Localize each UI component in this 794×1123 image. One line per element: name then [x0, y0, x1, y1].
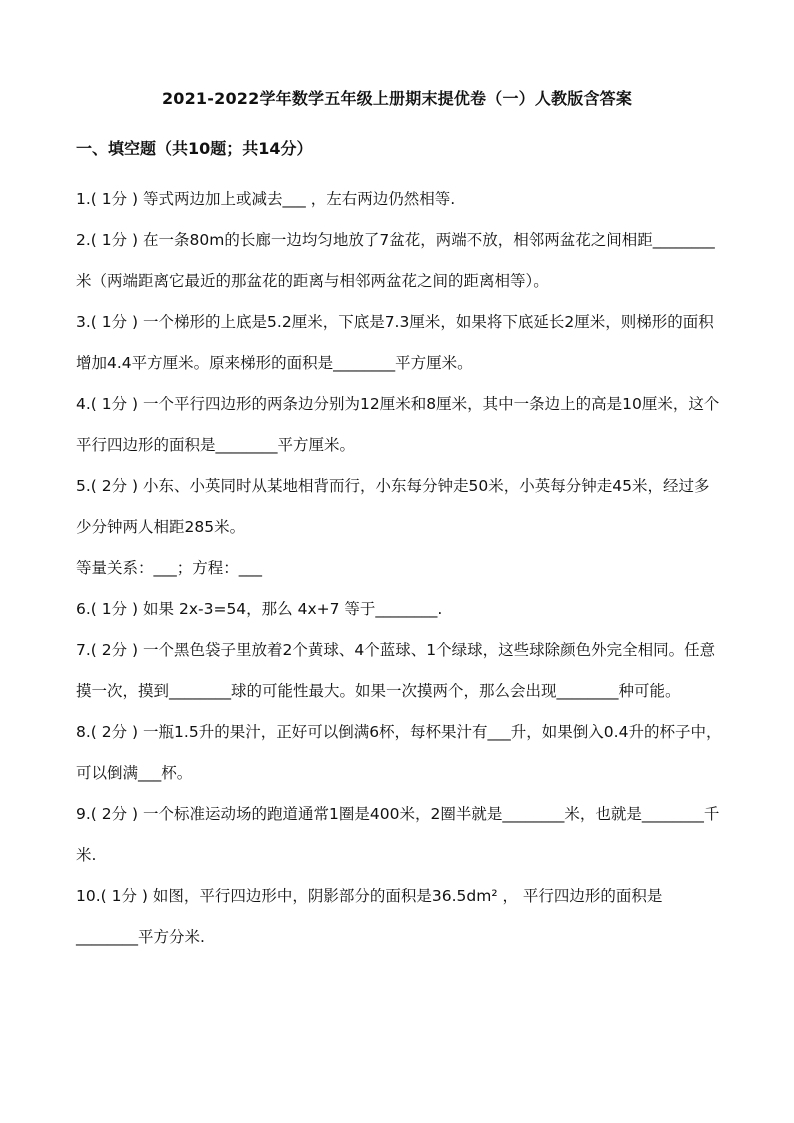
- document-title: 2021-2022学年数学五年级上册期末提优卷（一）人教版含答案: [161, 89, 633, 108]
- question-text: 如果 2x-3=54，那么 4x+7 等于________.: [143, 600, 443, 618]
- question-8: [76, 712, 722, 794]
- question-text: 一瓶1.5升的果汁，正好可以倒满6杯，每杯果汁有___升，如果倒入0.4升的杯子中，可以倒满___杯。: [76, 723, 722, 782]
- question-score: ( 1分 ): [90, 600, 139, 618]
- question-number: 8.: [76, 723, 91, 741]
- question-number: 7.: [76, 641, 91, 659]
- question-score: ( 1分 ): [90, 231, 139, 249]
- question-number: 2.: [76, 231, 91, 249]
- question-1: [76, 179, 722, 220]
- question-score: ( 1分 ): [90, 395, 139, 413]
- question-score: ( 2分 ): [90, 641, 139, 659]
- question-9: [76, 794, 722, 876]
- question-text: 一个黑色袋子里放着2个黄球、4个蓝球、1个绿球，这些球除颜色外完全相同。任意摸一次，摸到________球的可能性最大。如果一次摸两个，那么会出现________种可能。: [76, 641, 716, 700]
- question-score: ( 1分 ): [90, 190, 139, 208]
- question-text: 等式两边加上或减去___ ，左右两边仍然相等.: [143, 190, 456, 208]
- question-number: 9.: [76, 805, 91, 823]
- question-6: [76, 589, 722, 630]
- question-10: [76, 876, 722, 958]
- question-score: ( 1分 ): [100, 887, 148, 905]
- question-number: 1.: [76, 190, 91, 208]
- question-2: [76, 220, 722, 302]
- question-text: 一个平行四边形的两条边分别为12厘米和8厘米，其中一条边上的高是10厘米，这个平行四边形的面积是________平方厘米。: [76, 395, 720, 454]
- question-text: 小东、小英同时从某地相背而行，小东每分钟走50米，小英每分钟走45米，经过多少分钟两人相距285米。: [76, 477, 710, 536]
- question-text: 如图，平行四边形中，阴影部分的面积是36.5dm² ， 平行四边形的面积是________平方分米.: [76, 887, 663, 946]
- question-4: [76, 384, 722, 466]
- question-score: ( 2分 ): [90, 805, 139, 823]
- question-number: 6.: [76, 600, 91, 618]
- question-number: 3.: [76, 313, 91, 331]
- question-score: ( 1分 ): [90, 313, 139, 331]
- question-text: 在一条80m的长廊一边均匀地放了7盆花，两端不放，相邻两盆花之间相距________米（两端距离它最近的那盆花的距离与相邻两盆花之间的距离相等）。: [76, 231, 715, 290]
- question-text: 一个梯形的上底是5.2厘米，下底是7.3厘米，如果将下底延长2厘米，则梯形的面积增加4.4平方厘米。原来梯形的面积是________平方厘米。: [76, 313, 714, 372]
- question-3: [76, 302, 722, 384]
- question-list: [76, 179, 722, 958]
- question-score: ( 2分 ): [90, 477, 139, 495]
- question-number: 10.: [76, 887, 101, 905]
- question-extra-text: 等量关系：___；方程：___: [76, 559, 263, 577]
- section-heading: 一、填空题（共10题；共14分）: [76, 139, 313, 158]
- question-5-equation-line: [76, 548, 722, 589]
- question-5: [76, 466, 722, 548]
- question-number: 5.: [76, 477, 91, 495]
- question-number: 4.: [76, 395, 91, 413]
- question-score: ( 2分 ): [90, 723, 139, 741]
- question-7: [76, 630, 722, 712]
- question-text: 一个标准运动场的跑道通常1圈是400米，2圈半就是________米，也就是________千米.: [76, 805, 720, 864]
